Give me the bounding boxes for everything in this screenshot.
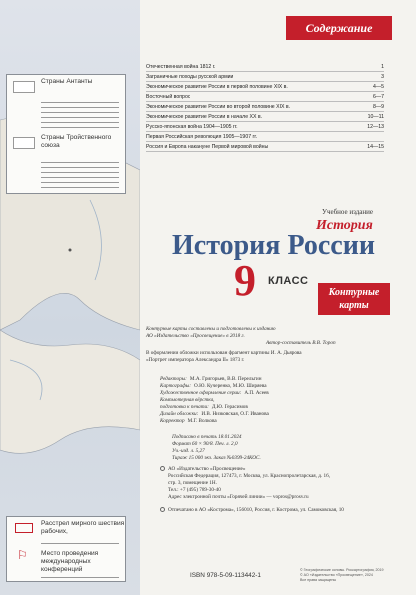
legend-item-triple-alliance: [7, 131, 125, 191]
edition-label: Учебное издание: [322, 208, 373, 216]
role-label: Художественное оформление серии:: [160, 390, 242, 396]
toc-title: Восточный вопрос: [146, 94, 191, 100]
toc-title: Экономическое развитие России в первой половине XIX в.: [146, 84, 288, 90]
toc-page: 14—15: [367, 144, 384, 150]
imprint-line: «Портрет императора Александра II» 1873 г.: [146, 357, 245, 363]
role-line: [160, 397, 410, 404]
printer-name: Отпечатано в АО «Кострома», 156010, Россия, г. Кострома, ул. Самоковская, 10: [168, 507, 344, 513]
legend-item-conferences: [7, 547, 125, 581]
role-line: [160, 383, 410, 390]
toc-row[interactable]: [146, 102, 384, 112]
role-label: Дизайн обложки:: [160, 411, 199, 417]
publisher-info: [160, 466, 410, 514]
role-label: Компьютерная вёрстка,: [160, 397, 215, 403]
badge-line-2: карты: [339, 300, 369, 311]
toc-row[interactable]: [146, 132, 384, 142]
role-label: Корректор: [160, 418, 185, 424]
publisher-line: Тел.: +7 (495) 789-30-40: [168, 487, 221, 493]
bullet-icon: [160, 466, 165, 471]
role-value: А.П. Асеев: [244, 390, 269, 396]
toc-title: Экономическое развитие России в начале XX в.: [146, 114, 263, 120]
role-line: [160, 376, 410, 383]
write-lines: [41, 539, 119, 544]
toc-page: 4—5: [373, 84, 384, 90]
toc-title: Отечественная война 1812 г.: [146, 64, 216, 70]
role-value: М.Г. Волкова: [187, 418, 217, 424]
publisher-line: Российская Федерация, 127473, г. Москва, ул. Краснопролетарская, д. 16,: [168, 473, 330, 479]
flag-icon: ⚐: [17, 548, 28, 562]
bullet-icon: [160, 507, 165, 512]
role-value: О.Ю. Кучеренко, М.Ю. Ширяева: [194, 383, 267, 389]
role-label: Редакторы:: [160, 376, 187, 382]
legend-label: Страны Антанты: [41, 78, 93, 85]
imprint-line: Контурные карты составлены и подготовлены к изданию: [146, 326, 276, 332]
legend-bottom: [6, 516, 126, 582]
map-strip: [0, 0, 140, 595]
table-of-contents: [146, 62, 384, 152]
toc-row[interactable]: [146, 72, 384, 82]
subtitle: История: [316, 218, 373, 233]
isbn: ISBN 978-5-09-113442-1: [190, 572, 261, 579]
toc-title: Россия и Европа накануне Первой мировой войны: [146, 144, 269, 150]
role-value: И.В. Низковская, О.Г. Иванова: [201, 411, 269, 417]
print-line: Тираж 15 000 экз. Заказ №0399-24КОС.: [172, 455, 261, 461]
toc-page: 6—7: [373, 94, 384, 100]
toc-row[interactable]: [146, 62, 384, 72]
imprint-roles: [160, 376, 410, 425]
toc-row[interactable]: [146, 112, 384, 122]
legend-label: Страны Тройственного союза: [41, 134, 112, 149]
publisher-line: Адрес электронной почты «Горячей линии» — vopros@prosv.ru: [168, 494, 309, 500]
toc-title: Первая Российская революция 1905—1907 гг.: [146, 134, 258, 140]
toc-page: 10—11: [367, 114, 384, 120]
toc-row[interactable]: [146, 92, 384, 102]
toc-row[interactable]: [146, 122, 384, 132]
print-line: Подписано в печать 18.01.2024: [172, 434, 242, 440]
role-line: [160, 404, 410, 411]
print-line: Уч.-изд. л. 5,27: [172, 448, 205, 454]
marker-icon: [15, 523, 33, 533]
copyright-line: Все права защищены: [300, 578, 337, 582]
printer-line: [160, 507, 410, 514]
role-value: М.А. Григорьев, В.В. Перельгин: [189, 376, 262, 382]
contour-maps-badge: [318, 283, 390, 315]
legend-swatch: [13, 81, 35, 93]
role-label: подготовка к печати:: [160, 404, 209, 410]
contents-header: Содержание: [286, 16, 392, 40]
role-line: [160, 411, 410, 418]
role-line: [160, 390, 410, 397]
legend-swatch: [13, 137, 35, 149]
grade-number: 9: [234, 256, 256, 305]
legend-label: Место проведения международных конференций: [41, 550, 99, 573]
page-title: История России: [172, 230, 375, 261]
toc-title: Экономическое развитие России во второй половине XIX в.: [146, 104, 291, 110]
toc-row[interactable]: [146, 142, 384, 152]
imprint-intro: [146, 326, 396, 364]
toc-title: Русско-японская война 1904—1905 гг.: [146, 124, 238, 130]
role-label: Картографы:: [160, 383, 192, 389]
write-lines: [41, 158, 119, 188]
print-line: Формат 60 × 90/8. Печ. л. 2,0: [172, 441, 238, 447]
role-value: Д.Ю. Герасимов: [211, 404, 248, 410]
badge-line-1: Контурные: [328, 287, 380, 298]
author-line: Автор-составитель В.В. Тороп: [266, 340, 336, 346]
legend-item-shooting: [7, 517, 125, 547]
toc-page: 1: [381, 64, 384, 70]
publisher-line: стр. 3, помещение 1Н.: [168, 480, 217, 486]
publisher-line: [160, 466, 410, 473]
copyright-line: © АО «Издательство «Просвещение», 2024: [300, 573, 373, 577]
write-lines: [41, 98, 119, 128]
toc-page: 12—13: [367, 124, 384, 130]
publisher-name: АО «Издательство «Просвещение»: [168, 466, 246, 472]
toc-title: Заграничные походы русской армии: [146, 74, 234, 80]
toc-page: 8—9: [373, 104, 384, 110]
print-info: [172, 434, 416, 462]
toc-row[interactable]: [146, 82, 384, 92]
role-line: [160, 418, 410, 425]
toc-page: [380, 132, 384, 141]
copyright: [300, 568, 410, 583]
write-lines: [41, 573, 119, 578]
copyright-line: © Географические основы. Роскартография, 2019: [300, 568, 384, 572]
imprint-line: АО «Издательство «Просвещение» в 2018 г.: [146, 333, 245, 339]
legend-top: [6, 74, 126, 194]
imprint-line: В оформлении обложки использован фрагмент картины И. А. Дьярова: [146, 350, 302, 356]
legend-label: Расстрел мирного шествия рабочих,: [41, 520, 125, 535]
legend-item-entente: [7, 75, 125, 131]
grade-label: КЛАСС: [268, 275, 309, 287]
toc-page: 3: [381, 74, 384, 80]
